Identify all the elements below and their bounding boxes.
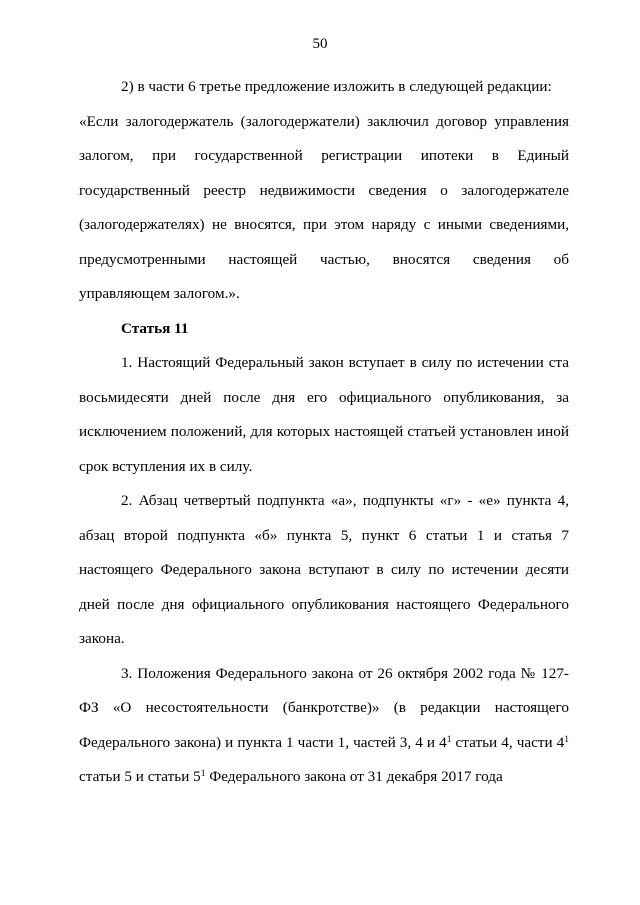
paragraph-3-text-b: статьи 4, части 4 — [451, 733, 565, 751]
clause-2-intro: 2) в части 6 третье предложение изложить в следующей редакции: — [121, 78, 552, 95]
article-heading: Статья 11 — [121, 319, 189, 337]
paragraph-3-text-c: статьи 5 и статьи 5 — [79, 768, 201, 785]
clause-2-quote: «Если залогодержатель (залогодержатели) заключил договор управления залогом, при государственной регистрации ипотеки в Единый государственный реестр недвижимости сведения о залогодержателе (залогодержателях) не вносятся, при этом наряду с иными сведениями, предусмотренными настоящей частью, вносятся сведения об управляющем залогом.». — [79, 112, 569, 302]
paragraph-1: 1. Настоящий Федеральный закон вступает в силу по истечении ста восьмидесяти дней после дня его официального опубликования, за исключением положений, для которых настоящей статьей установлен иной срок вступления их в силу. — [79, 354, 569, 475]
superscript-2: 1 — [564, 734, 569, 745]
paragraph-3 — [79, 657, 569, 795]
superscript-1: 1 — [446, 734, 452, 745]
document-body — [79, 70, 569, 795]
paragraph-3-text-d: Федерального закона от 31 декабря 2017 года — [205, 768, 503, 785]
paragraph-2: 2. Абзац четвертый подпункта «а», подпункты «г» - «е» пункта 4, абзац второй подпункта «б» пункта 5, пункт 6 статьи 1 и статья 7 настоящего Федерального закона вступают в силу по истечении десяти дней после дня официального опубликования настоящего Федерального закона. — [79, 492, 569, 647]
page-number: 50 — [312, 36, 328, 52]
paragraph-3-text-a: 3. Положения Федерального закона от 26 октября 2002 года № 127-ФЗ «О несостоятельности (банкротстве)» (в редакции настоящего Федерального закона) и пункта 1 части 1, частей 3, 4 и 4 — [79, 664, 569, 751]
superscript-3: 1 — [200, 768, 206, 779]
